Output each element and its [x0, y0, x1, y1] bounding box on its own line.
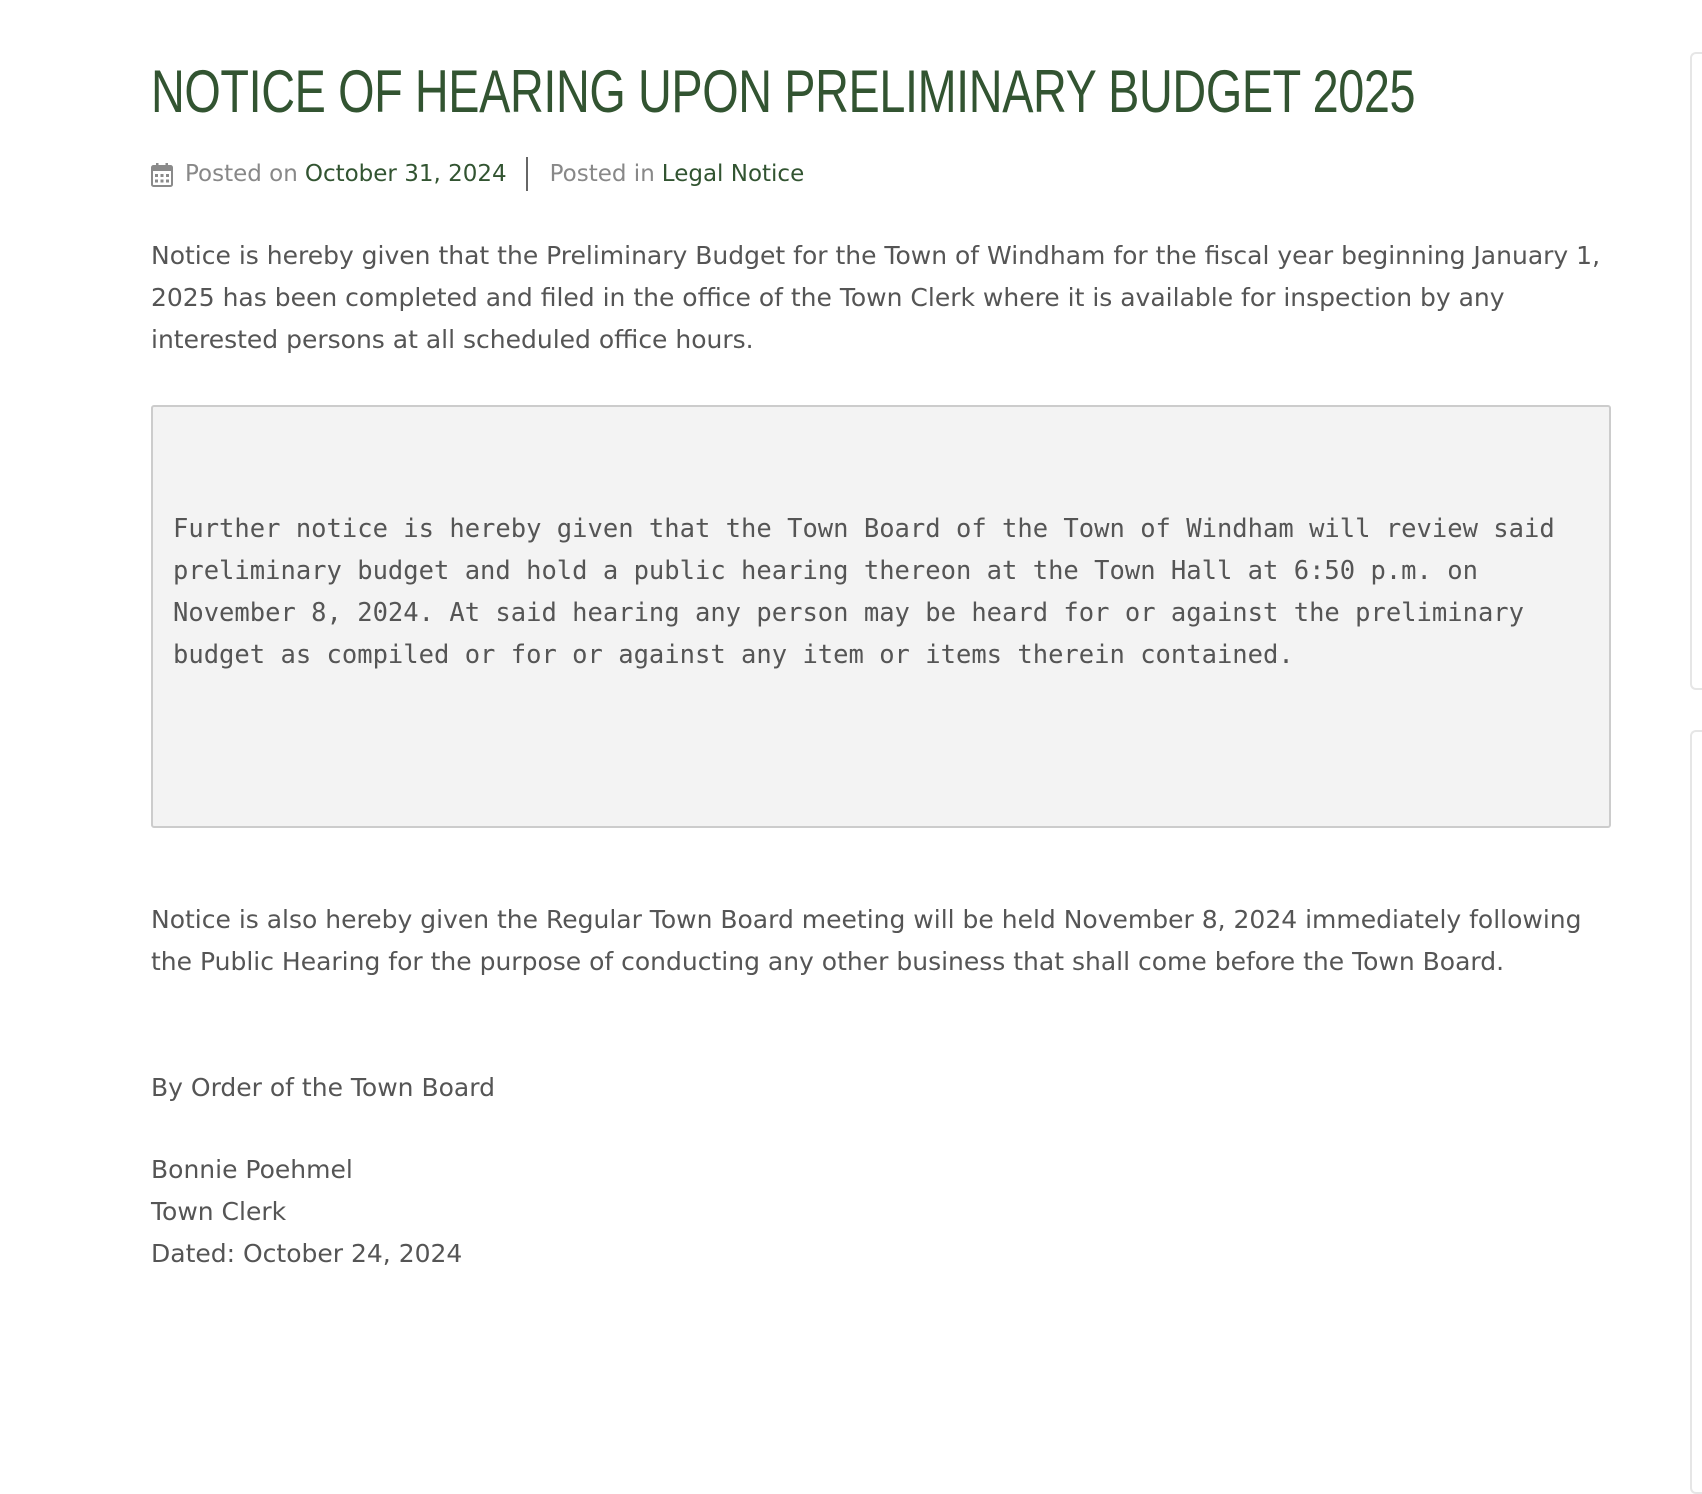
page-title: NOTICE OF HEARING UPON PRELIMINARY BUDGET 2025	[151, 58, 1416, 125]
posted-in-label: Posted in	[549, 161, 655, 187]
sidebar-widget-edge	[1690, 730, 1702, 1494]
signature-date: Dated: October 24, 2024	[151, 1239, 463, 1268]
intro-paragraph: Notice is hereby given that the Preliminary Budget for the Town of Windham for the fiscal year beginning January 1, 2025 has been completed and filed in the office of the Town Clerk where it is available for inspection by any interested persons at all scheduled office hours.	[151, 241, 1601, 354]
sidebar-widget-edge	[1690, 52, 1702, 690]
order-paragraph: By Order of the Town Board	[151, 1073, 495, 1102]
calendar-icon	[151, 163, 173, 187]
category-link[interactable]: Legal Notice	[661, 161, 805, 187]
signature-role: Town Clerk	[151, 1197, 287, 1226]
meeting-paragraph: Notice is also hereby given the Regular Town Board meeting will be held November 8, 2024 immediately following the Public Hearing for the purpose of conducting any other business that shall come before the Town Board.	[151, 905, 1582, 976]
post-meta	[151, 156, 804, 192]
posted-on-date-link[interactable]: October 31, 2024	[304, 161, 507, 187]
hearing-paragraph: Further notice is hereby given that the Town Board of the Town of Windham will review said preliminary budget and hold a public hearing thereon at the Town Hall at 6:50 p.m. on November 8, 2024. At said hearing any person may be heard for or against the preliminary budget as compiled or for or against any item or items therein contained.	[173, 514, 1571, 670]
signature-block	[151, 1149, 462, 1275]
preformatted-notice-block	[151, 405, 1611, 828]
meta-separator	[526, 157, 528, 191]
signature-name: Bonnie Poehmel	[151, 1155, 353, 1184]
posted-on-label: Posted on	[185, 161, 298, 187]
